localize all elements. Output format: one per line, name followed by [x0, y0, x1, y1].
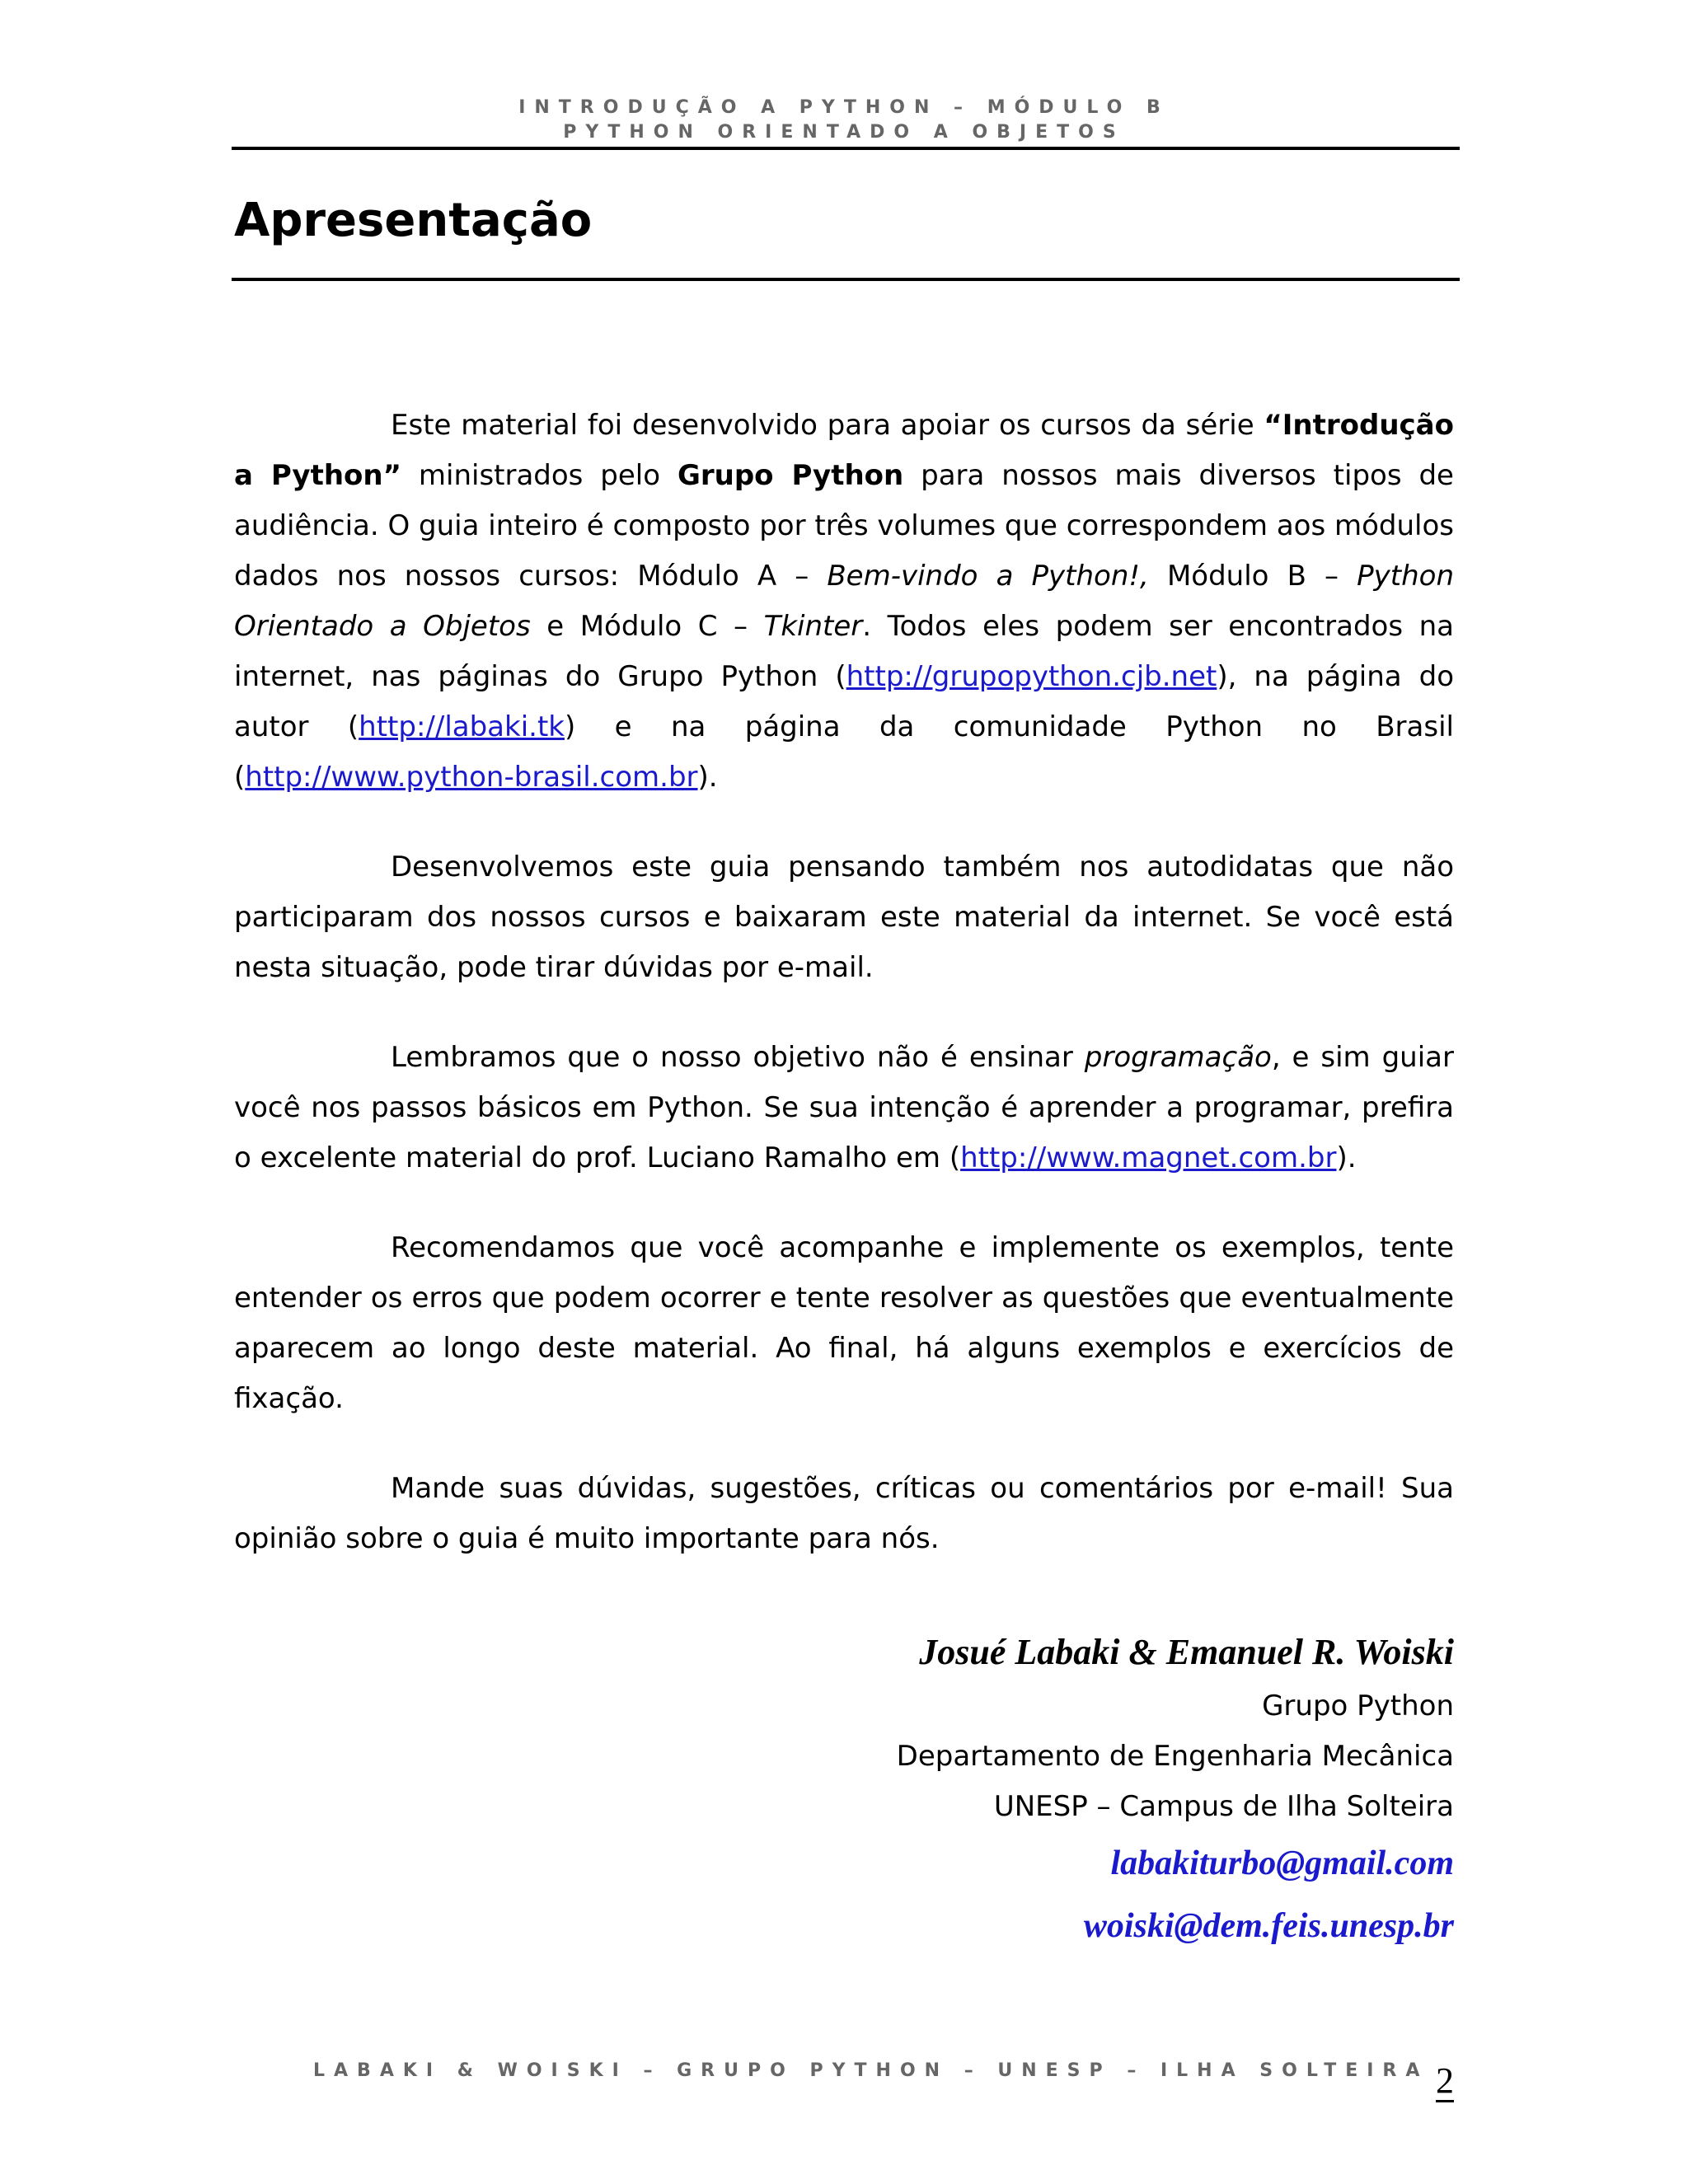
text-span: Este material foi desenvolvido para apoiar os cursos da série [391, 409, 1264, 442]
email-labaki[interactable]: labakiturbo@gmail.com [1110, 1844, 1454, 1882]
page-number: 2 [1436, 2060, 1454, 2101]
italic-programacao: programação [1084, 1041, 1272, 1074]
paragraph-3 [234, 1033, 1454, 1183]
authors-name: Josué Labaki & Emanuel R. Woiski [919, 1632, 1454, 1672]
paragraph-5: Mande suas dúvidas, sugestões, críticas ou comentários por e-mail! Sua opinião sobre o guia é muito importante para nós. [234, 1472, 1454, 1555]
title-rule [232, 278, 1460, 281]
paragraph-1 [234, 401, 1454, 803]
text-span: ) e na página da comunidade Python no Brasil ( [234, 710, 1454, 794]
signature-block [897, 1624, 1454, 1957]
text-span: ). [697, 761, 718, 794]
bold-series-name: “Introdução a Python” [234, 409, 1454, 492]
page-title: Apresentação [234, 194, 593, 247]
running-header-line2: PYTHON ORIENTADO A OBJETOS [563, 122, 1125, 143]
text-span: ). [1336, 1141, 1357, 1174]
running-footer: LABAKI & WOISKI – GRUPO PYTHON – UNESP – ILHA SOLTEIRA [313, 2060, 1429, 2081]
italic-module-c: Tkinter [763, 610, 863, 643]
text-span: ministrados pelo [401, 459, 678, 492]
text-span: Lembramos que o nosso objetivo não é ensinar [391, 1041, 1085, 1074]
link-python-brasil[interactable]: http://www.python-brasil.com.br [245, 761, 698, 794]
header-rule [232, 147, 1460, 150]
bold-group-name: Grupo Python [677, 459, 904, 492]
text-span: , e sim guiar você nos passos básicos em Python. Se sua intenção é aprender a programar, prefira o excelente material do prof. Luciano Ramalho em ( [234, 1041, 1454, 1174]
body-text [234, 401, 1454, 1604]
email-woiski[interactable]: woiski@dem.feis.unesp.br [1083, 1907, 1454, 1945]
link-magnet[interactable]: http://www.magnet.com.br [960, 1141, 1337, 1174]
text-span: ), na página do autor ( [234, 660, 1454, 743]
link-labaki[interactable]: http://labaki.tk [359, 710, 565, 743]
text-span: . Todos eles podem ser encontrados na internet, nas páginas do Grupo Python ( [234, 610, 1454, 693]
group-name: Grupo Python [1262, 1690, 1454, 1722]
link-grupopython[interactable]: http://grupopython.cjb.net [846, 660, 1217, 693]
italic-module-a: Bem-vindo a Python!, [827, 560, 1149, 593]
paragraph-4: Recomendamos que você acompanhe e implemente os exemplos, tente entender os erros que podem ocorrer e tente resolver as questões que eventualmente aparecem ao longo deste material. Ao final, há alguns exemplos e exercícios de fixação. [234, 1231, 1454, 1415]
paragraph-2: Desenvolvemos este guia pensando também nos autodidatas que não participaram dos nossos cursos e baixaram este material da internet. Se você está nesta situação, pode tirar dúvidas por e-mail. [234, 851, 1454, 984]
text-span: para nossos mais diversos tipos de audiência. O guia inteiro é composto por três volumes que correspondem aos módulos dados nos nossos cursos: Módulo A – [234, 459, 1454, 593]
italic-module-b: Python Orientado a Objetos [234, 560, 1454, 643]
running-header-line1: INTRODUÇÃO A PYTHON – MÓDULO B [518, 97, 1170, 118]
text-span: e Módulo C – [530, 610, 764, 643]
department-name: Departamento de Engenharia Mecânica [896, 1740, 1454, 1773]
text-span: Módulo B – [1148, 560, 1357, 593]
campus-name: UNESP – Campus de Ilha Solteira [993, 1790, 1454, 1823]
